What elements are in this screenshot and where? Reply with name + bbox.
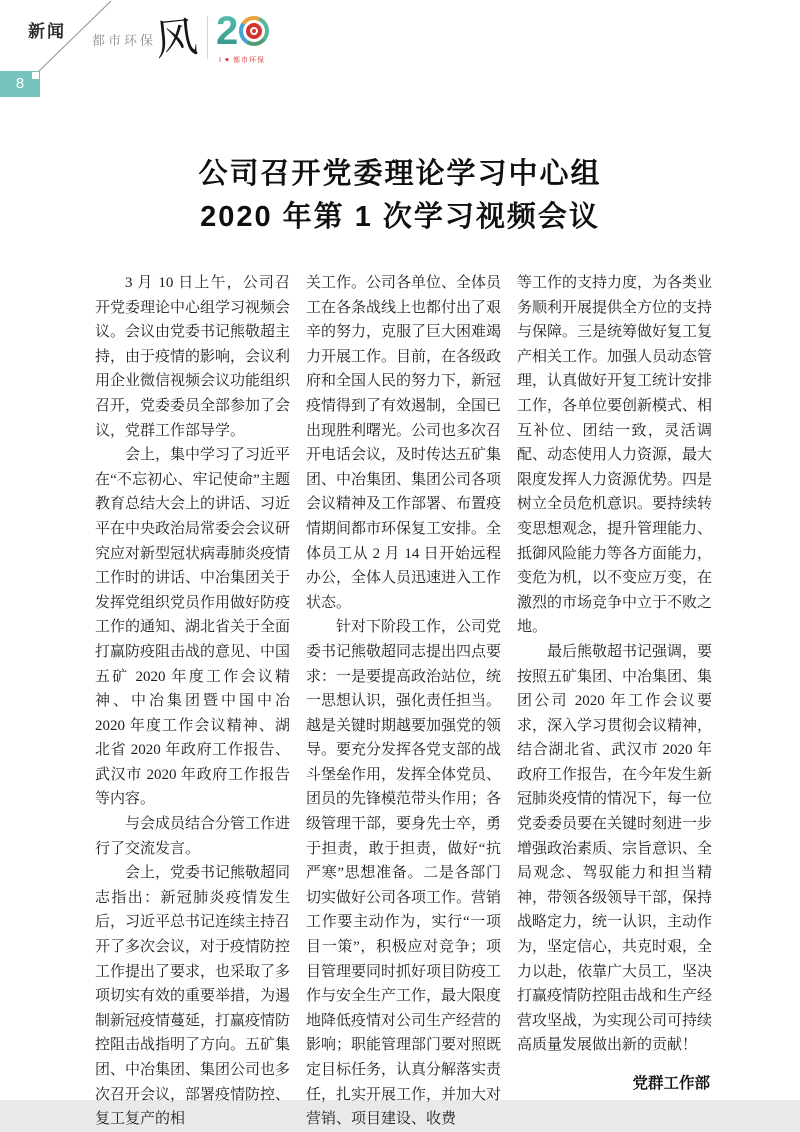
page-number-notch (32, 72, 39, 79)
brand-calligraphy-icon: 风 (153, 14, 200, 66)
article-column-3 (517, 271, 712, 1132)
anniversary-20-logo (216, 10, 269, 52)
anniversary-ring-0-icon (239, 16, 269, 46)
paragraph: 会上，集中学习了习近平在“不忘初心、牢记使命”主题教育总结大会上的讲话、习近平在中央政治局常委会会议研究应对新型冠状病毒肺炎疫情工作时的讲话、中冶集团关于发挥党组织党员作用做好防疫工作的通知、湖北省关于全面打赢防疫阻击战的意见、中国五矿 2020 年度工作会议精神、中冶集团暨中国中冶 2020 年度工作会议精神、湖北省 2020 年政府工作报告、武汉市 2020 年政府工作报告等内容。 (95, 447, 291, 808)
headline-line-1: 公司召开党委理论学习中心组 (198, 158, 602, 190)
headline-line-2: 2020 年第 1 次学习视频会议 (200, 201, 600, 233)
article-column-1 (95, 271, 290, 1132)
paragraph: 针对下阶段工作，公司党委书记熊敬超同志提出四点要求：一是要提高政治站位，统一思想认识，强化责任担当。越是关键时期越要加强党的领导。要充分发挥各党支部的战斗堡垒作用，发挥全体党员、团员的先锋模范带头作用；各级管理干部，要身先士卒，勇于担责，敢于担责，做好“抗严寒”思想准备。二是各部门切实做好公司各项工作。营销工作要主动作为，实行“一项目一策”，积极应对竞争；项目管理要同时抓好项目防疫工作与安全生产工作，最大限度地降低疫情对公司生产经营的影响；职能管理部门要对照既定目标任务，认真分解落实责任，扎实开展工作，并加大对营销、项目建设、收费 (306, 619, 502, 1128)
page-number: 8 (15, 75, 25, 92)
paragraph: 会上，党委书记熊敬超同志指出：新冠肺炎疫情发生后，习近平总书记连续主持召开了多次会议，对于疫情防控工作提出了要求，也采取了多项切实有效的重要举措，为遏制新冠疫情蔓延，打赢疫情防控阻击战指明了方向。五矿集团、中冶集团、集团公司也多次召开会议，部署疫情防控、复工复产的相 (95, 865, 291, 1128)
brand-name: 都市环保 (92, 33, 157, 48)
anniversary-tagline: I ♥ 都市环保 (219, 57, 265, 64)
article-headline (0, 153, 800, 239)
article-column-2 (306, 271, 501, 1132)
anniversary-emblem-center (250, 27, 258, 35)
anniversary-digit-2: 2 (216, 9, 239, 53)
article-signature: 党群工作部 (632, 1075, 710, 1092)
paragraph-continuation: 关工作。公司各单位、全体员工在各条战线上也都付出了艰辛的努力，克服了巨大困难竭力开展工作。目前，在各级政府和全国人民的努力下，新冠疫情得到了有效遏制，全国已出现胜利曙光。公司也多次召开电话会议，及时传达五矿集团、中冶集团、集团公司各项会议精神及工作部署、布置疫情期间都市环保复工安排。全体员工从 2 月 14 日开始远程办公，全体人员迅速进入工作状态。 (306, 275, 502, 611)
header-vertical-divider (207, 16, 208, 59)
page-number-box (0, 71, 40, 97)
paragraph: 最后熊敬超书记强调，要按照五矿集团、中冶集团、集团公司 2020 年工作会议要求，深入学习贯彻会议精神，结合湖北省、武汉市 2020 年政府工作报告，在今年发生新冠肺炎疫情的情况下，每一位党委委员要在关键时刻进一步增强政治素质、宗旨意识、全局观念、驾驭能力和担当精神，带领各级领导干部，保持战略定力，统一认识，主动作为，坚定信心，共克时艰，全力以赴，依靠广大员工，坚决打赢疫情防控阻击战和生产经营攻坚战，为实现公司可持续高质量发展做出新的贡献！ (517, 643, 713, 1054)
section-label: 新闻 (28, 22, 66, 41)
article-body (95, 271, 712, 1132)
paragraph: 与会成员结合分管工作进行了交流发言。 (95, 816, 291, 857)
paragraph: 3 月 10 日上午，公司召开党委理论中心组学习视频会议。会议由党委书记熊敬超主持，由于疫情的影响，会议利用企业微信视频会议功能组织召开，党委委员全部参加了会议，党群工作部导学。 (95, 275, 291, 439)
paragraph-continuation: 等工作的支持力度，为各类业务顺利开展提供全方位的支持与保障。三是统筹做好复工复产相关工作。加强人员动态管理，认真做好开复工统计安排工作，各单位要创新模式、相互补位、团结一致，灵活调配、动态使用人力资源，最大限度发挥人力资源优势。四是树立全员危机意识。要持续转变思想观念，提升管理能力、抵御风险能力等各方面能力，变危为机，以不变应万变，在激烈的市场竞争中立于不败之地。 (517, 275, 713, 636)
